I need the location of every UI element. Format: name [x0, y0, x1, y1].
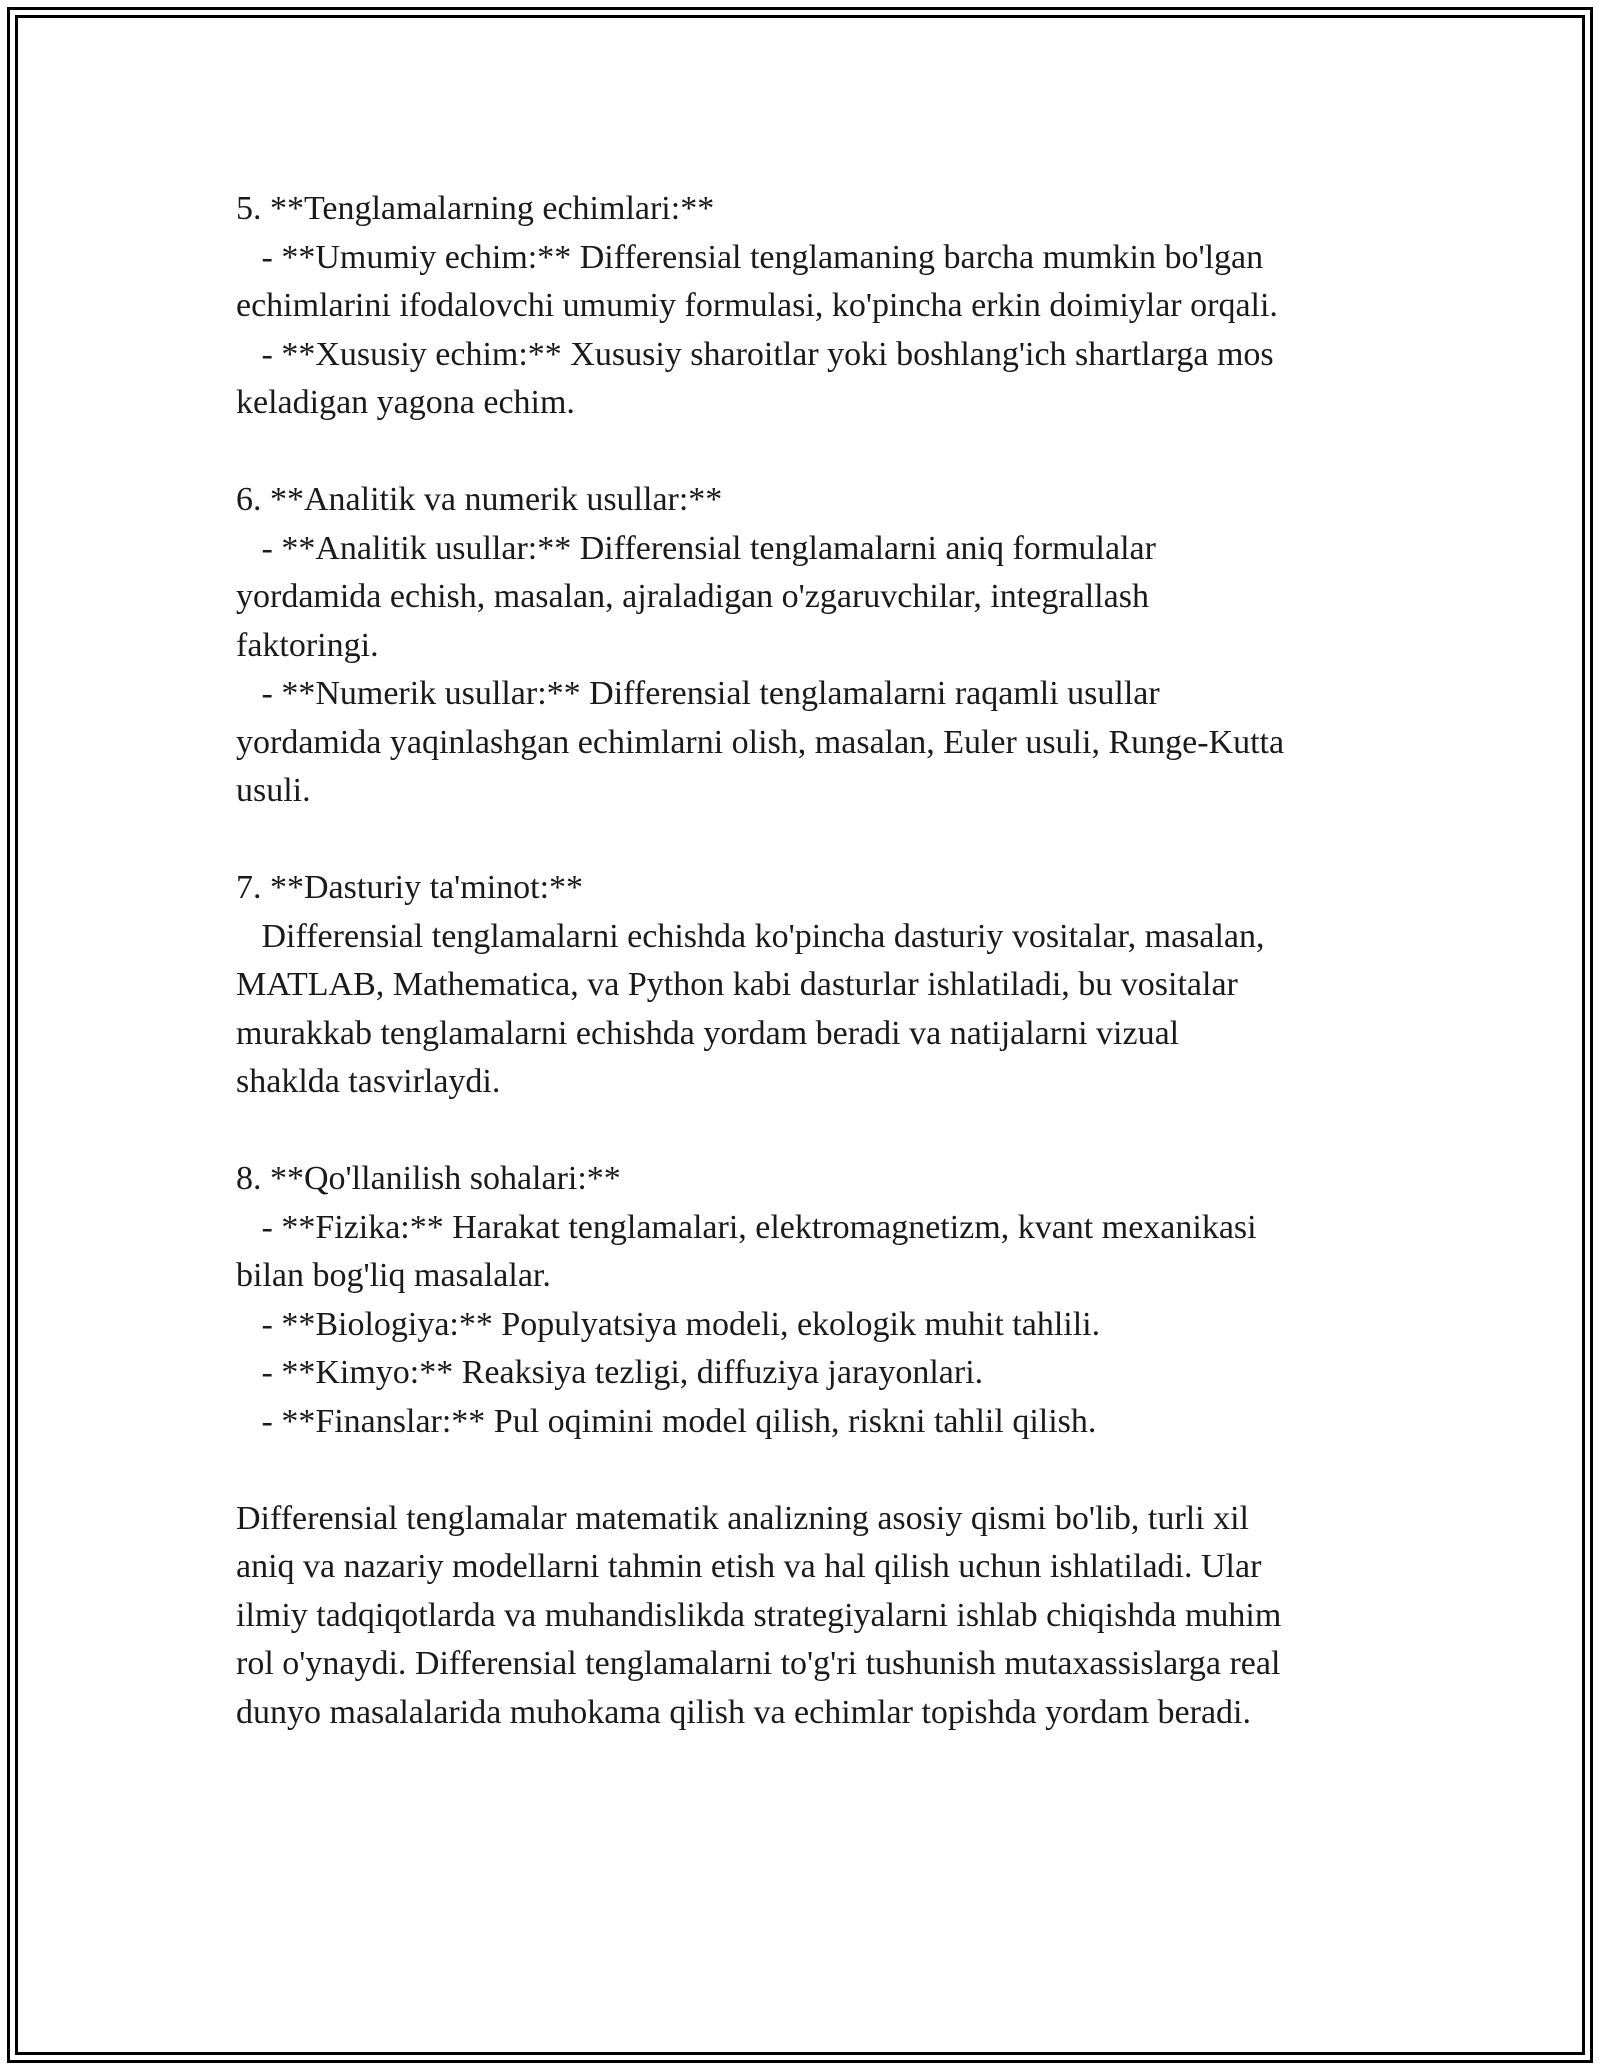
- text-line: MATLAB, Mathematica, va Python kabi dasturlar ishlatiladi, bu vositalar: [236, 966, 1238, 1003]
- text-line: bilan bog'liq masalalar.: [236, 1257, 551, 1294]
- text-line: - **Finanslar:** Pul oqimini model qilish, riskni tahlil qilish.: [236, 1402, 1097, 1440]
- section-conclusion: [236, 1495, 1376, 1738]
- text-line: - **Analitik usullar:** Differensial tenglamalarni aniq formulalar: [236, 529, 1156, 567]
- section-applications: [236, 1155, 1376, 1446]
- text-line: - **Umumiy echim:** Differensial tenglamaning barcha mumkin bo'lgan: [236, 238, 1264, 276]
- text-line: - **Numerik usullar:** Differensial tenglamalarni raqamli usullar: [236, 675, 1160, 712]
- text-line: usuli.: [236, 772, 311, 809]
- text-line: ilmiy tadqiqotlarda va muhandislikda strategiyalarni ishlab chiqishda muhim: [236, 1596, 1282, 1634]
- text-line: echimlarini ifodalovchi umumiy formulasi, ko'pincha erkin doimiylar orqali.: [236, 287, 1278, 324]
- text-line: - **Fizika:** Harakat tenglamalari, elektromagnetizm, kvant mexanikasi: [236, 1208, 1257, 1246]
- text-line: faktoringi.: [236, 626, 379, 664]
- text-line: yordamida echish, masalan, ajraladigan o'zgaruvchilar, integrallash: [236, 578, 1149, 615]
- section-heading: 6. **Analitik va numerik usullar:**: [236, 481, 723, 518]
- text-line: murakkab tenglamalarni echishda yordam beradi va natijalarni vizual: [236, 1014, 1180, 1052]
- section-heading: 8. **Qo'llanilish sohalari:**: [236, 1160, 621, 1197]
- text-line: Differensial tenglamalarni echishda ko'pincha dasturiy vositalar, masalan,: [236, 917, 1265, 955]
- text-line: dunyo masalalarida muhokama qilish va echimlar topishda yordam beradi.: [236, 1693, 1251, 1731]
- section-heading: 7. **Dasturiy ta'minot:**: [236, 869, 584, 906]
- text-line: yordamida yaqinlashgan echimlarni olish, masalan, Euler usuli, Runge-Kutta: [236, 723, 1285, 761]
- text-line: - **Biologiya:** Populyatsiya modeli, ekologik muhit tahlili.: [236, 1305, 1101, 1343]
- document-body: [236, 185, 1376, 1737]
- text-line: rol o'ynaydi. Differensial tenglamalarni to'g'ri tushunish mutaxassislarga real: [236, 1645, 1281, 1682]
- text-line: keladigan yagona echim.: [236, 384, 575, 421]
- paragraph-spacer: [236, 1446, 1376, 1495]
- paragraph-spacer: [236, 1107, 1376, 1156]
- text-line: - **Kimyo:** Reaksiya tezligi, diffuziya jarayonlari.: [236, 1354, 984, 1391]
- text-line: - **Xususiy echim:** Xususiy sharoitlar yoki boshlang'ich shartlarga mos: [236, 335, 1274, 373]
- section-solutions: [236, 185, 1376, 428]
- section-heading: 5. **Tenglamalarning echimlari:**: [236, 190, 715, 227]
- paragraph-spacer: [236, 428, 1376, 477]
- section-methods: [236, 476, 1376, 816]
- text-line: Differensial tenglamalar matematik analizning asosiy qismi bo'lib, turli xil: [236, 1499, 1249, 1537]
- text-line: shaklda tasvirlaydi.: [236, 1063, 501, 1100]
- text-line: aniq va nazariy modellarni tahmin etish va hal qilish uchun ishlatiladi. Ular: [236, 1548, 1262, 1585]
- paragraph-spacer: [236, 816, 1376, 865]
- section-software: [236, 864, 1376, 1107]
